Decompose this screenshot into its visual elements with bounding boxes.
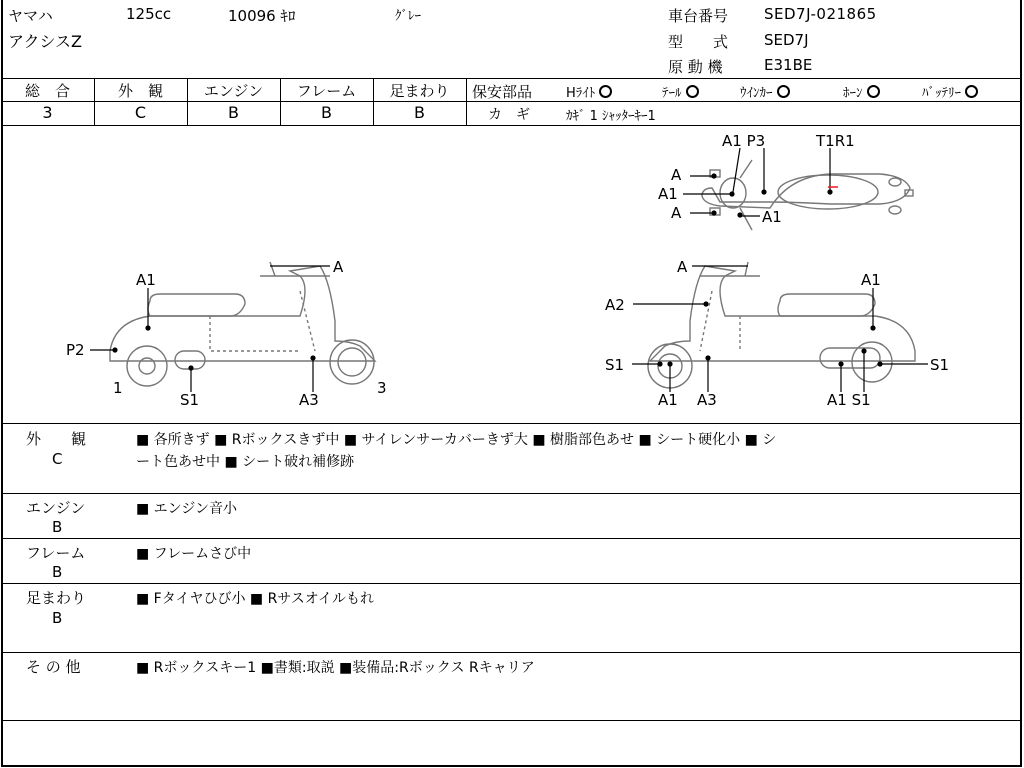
circle-mark-icon (599, 85, 612, 98)
label-left-a3: A3 (299, 391, 319, 409)
circle-mark-icon (867, 85, 880, 98)
label-left-s1: S1 (180, 391, 200, 409)
label-a1-mid: A1 (658, 185, 678, 203)
safety-tail: ﾃｰﾙ (662, 82, 699, 101)
label-left-1: 1 (113, 379, 123, 397)
remark-other-text: ■ Rボックスキー1 ■書類:取説 ■装備品:Rボックス Rキャリア (136, 660, 535, 676)
suspension-grade: B (414, 103, 425, 122)
label-a-bot: A (671, 204, 682, 222)
label-right-a3: A3 (697, 391, 717, 409)
displacement: 125cc (126, 5, 172, 23)
divider (1, 423, 1022, 424)
maker: ヤマハ (8, 7, 53, 25)
chassis-value: SED7J-021865 (764, 5, 877, 23)
mileage: 10096 ｷﾛ (228, 7, 296, 25)
remark-frame-grade: B (52, 563, 63, 581)
divider (1, 538, 1022, 539)
remark-frame-label: フレーム (26, 544, 86, 562)
divider (1, 720, 1022, 721)
safety-title: 保安部品 (472, 83, 533, 101)
label-left-a: A (333, 258, 344, 276)
remark-engine-grade: B (52, 518, 63, 536)
divider (1, 652, 1022, 653)
safety-battery: ﾊﾞｯﾃﾘｰ (922, 82, 978, 101)
exterior-label: 外 観 (117, 82, 163, 100)
key-label: カ ギ (488, 107, 530, 123)
label-left-p2: P2 (66, 341, 85, 359)
label-right-s1-left: S1 (605, 356, 625, 374)
circle-mark-icon (777, 85, 790, 98)
key-value: ｶｷﾞ 1 ｼｬｯﾀｰｷｰ1 (566, 109, 656, 124)
label-right-a1: A1 (861, 271, 881, 289)
engine-grade: B (228, 103, 239, 122)
remark-exterior-text-1: ■ 各所きず ■ Rボックスきず中 ■ サイレンサーカバーきず大 ■ 樹脂部色あせ ■ シート硬化小 ■ シ (136, 432, 777, 448)
safety-horn: ﾎｰﾝ (843, 82, 880, 101)
label-right-a1-bot: A1 (658, 391, 678, 409)
safety-headlight: Hﾗｲﾄ (566, 82, 612, 101)
remark-exterior-text-2: ート色あせ中 ■ シート破れ補修跡 (136, 454, 355, 470)
label-right-a2: A2 (605, 296, 625, 314)
remark-engine-label: エンジン (26, 499, 86, 517)
label-right-a1-s1: A1 S1 (827, 391, 871, 409)
type-value: SED7J (764, 31, 809, 49)
remark-exterior-grade: C (52, 450, 63, 468)
engine-model-label: 原 動 機 (668, 58, 723, 76)
color: ｸﾞﾚｰ (395, 9, 421, 24)
circle-mark-icon (686, 85, 699, 98)
divider (1, 583, 1022, 584)
remark-other-label: そ の 他 (26, 658, 81, 676)
remark-exterior-label: 外 観 (26, 430, 87, 448)
overall-grade: 3 (42, 103, 53, 122)
exterior-grade: C (134, 103, 147, 122)
remark-suspension-grade: B (52, 609, 63, 627)
safety-winker: ｳｲﾝｶｰ (740, 82, 790, 101)
label-right-a: A (677, 258, 688, 276)
remark-suspension-label: 足まわり (26, 589, 87, 607)
chassis-label: 車台番号 (668, 7, 729, 25)
label-left-3: 3 (377, 379, 387, 397)
engine-label: エンジン (203, 82, 264, 100)
divider (1, 493, 1022, 494)
divider (1, 78, 1022, 79)
engine-model-value: E31BE (764, 56, 813, 74)
label-a-top: A (671, 166, 682, 184)
remark-engine-text: ■ エンジン音小 (136, 501, 237, 517)
label-a1-p3: A1 P3 (722, 132, 766, 150)
remark-frame-text: ■ フレームさび中 (136, 546, 252, 562)
overall-label: 総 合 (24, 82, 70, 100)
label-right-s1-right: S1 (930, 356, 950, 374)
model-name: アクシスZ (8, 32, 83, 51)
suspension-label: 足まわり (389, 82, 450, 100)
divider (466, 101, 1022, 102)
frame-grade: B (321, 103, 332, 122)
frame-label: フレーム (296, 82, 357, 100)
circle-mark-icon (965, 85, 978, 98)
remark-suspension-text: ■ Fタイヤひび小 ■ Rサスオイルもれ (136, 591, 375, 607)
type-label: 型 式 (668, 33, 729, 51)
label-t1r1: T1R1 (816, 132, 855, 150)
label-a1-low: A1 (762, 208, 782, 226)
label-left-a1: A1 (136, 271, 156, 289)
divider (1, 101, 466, 102)
